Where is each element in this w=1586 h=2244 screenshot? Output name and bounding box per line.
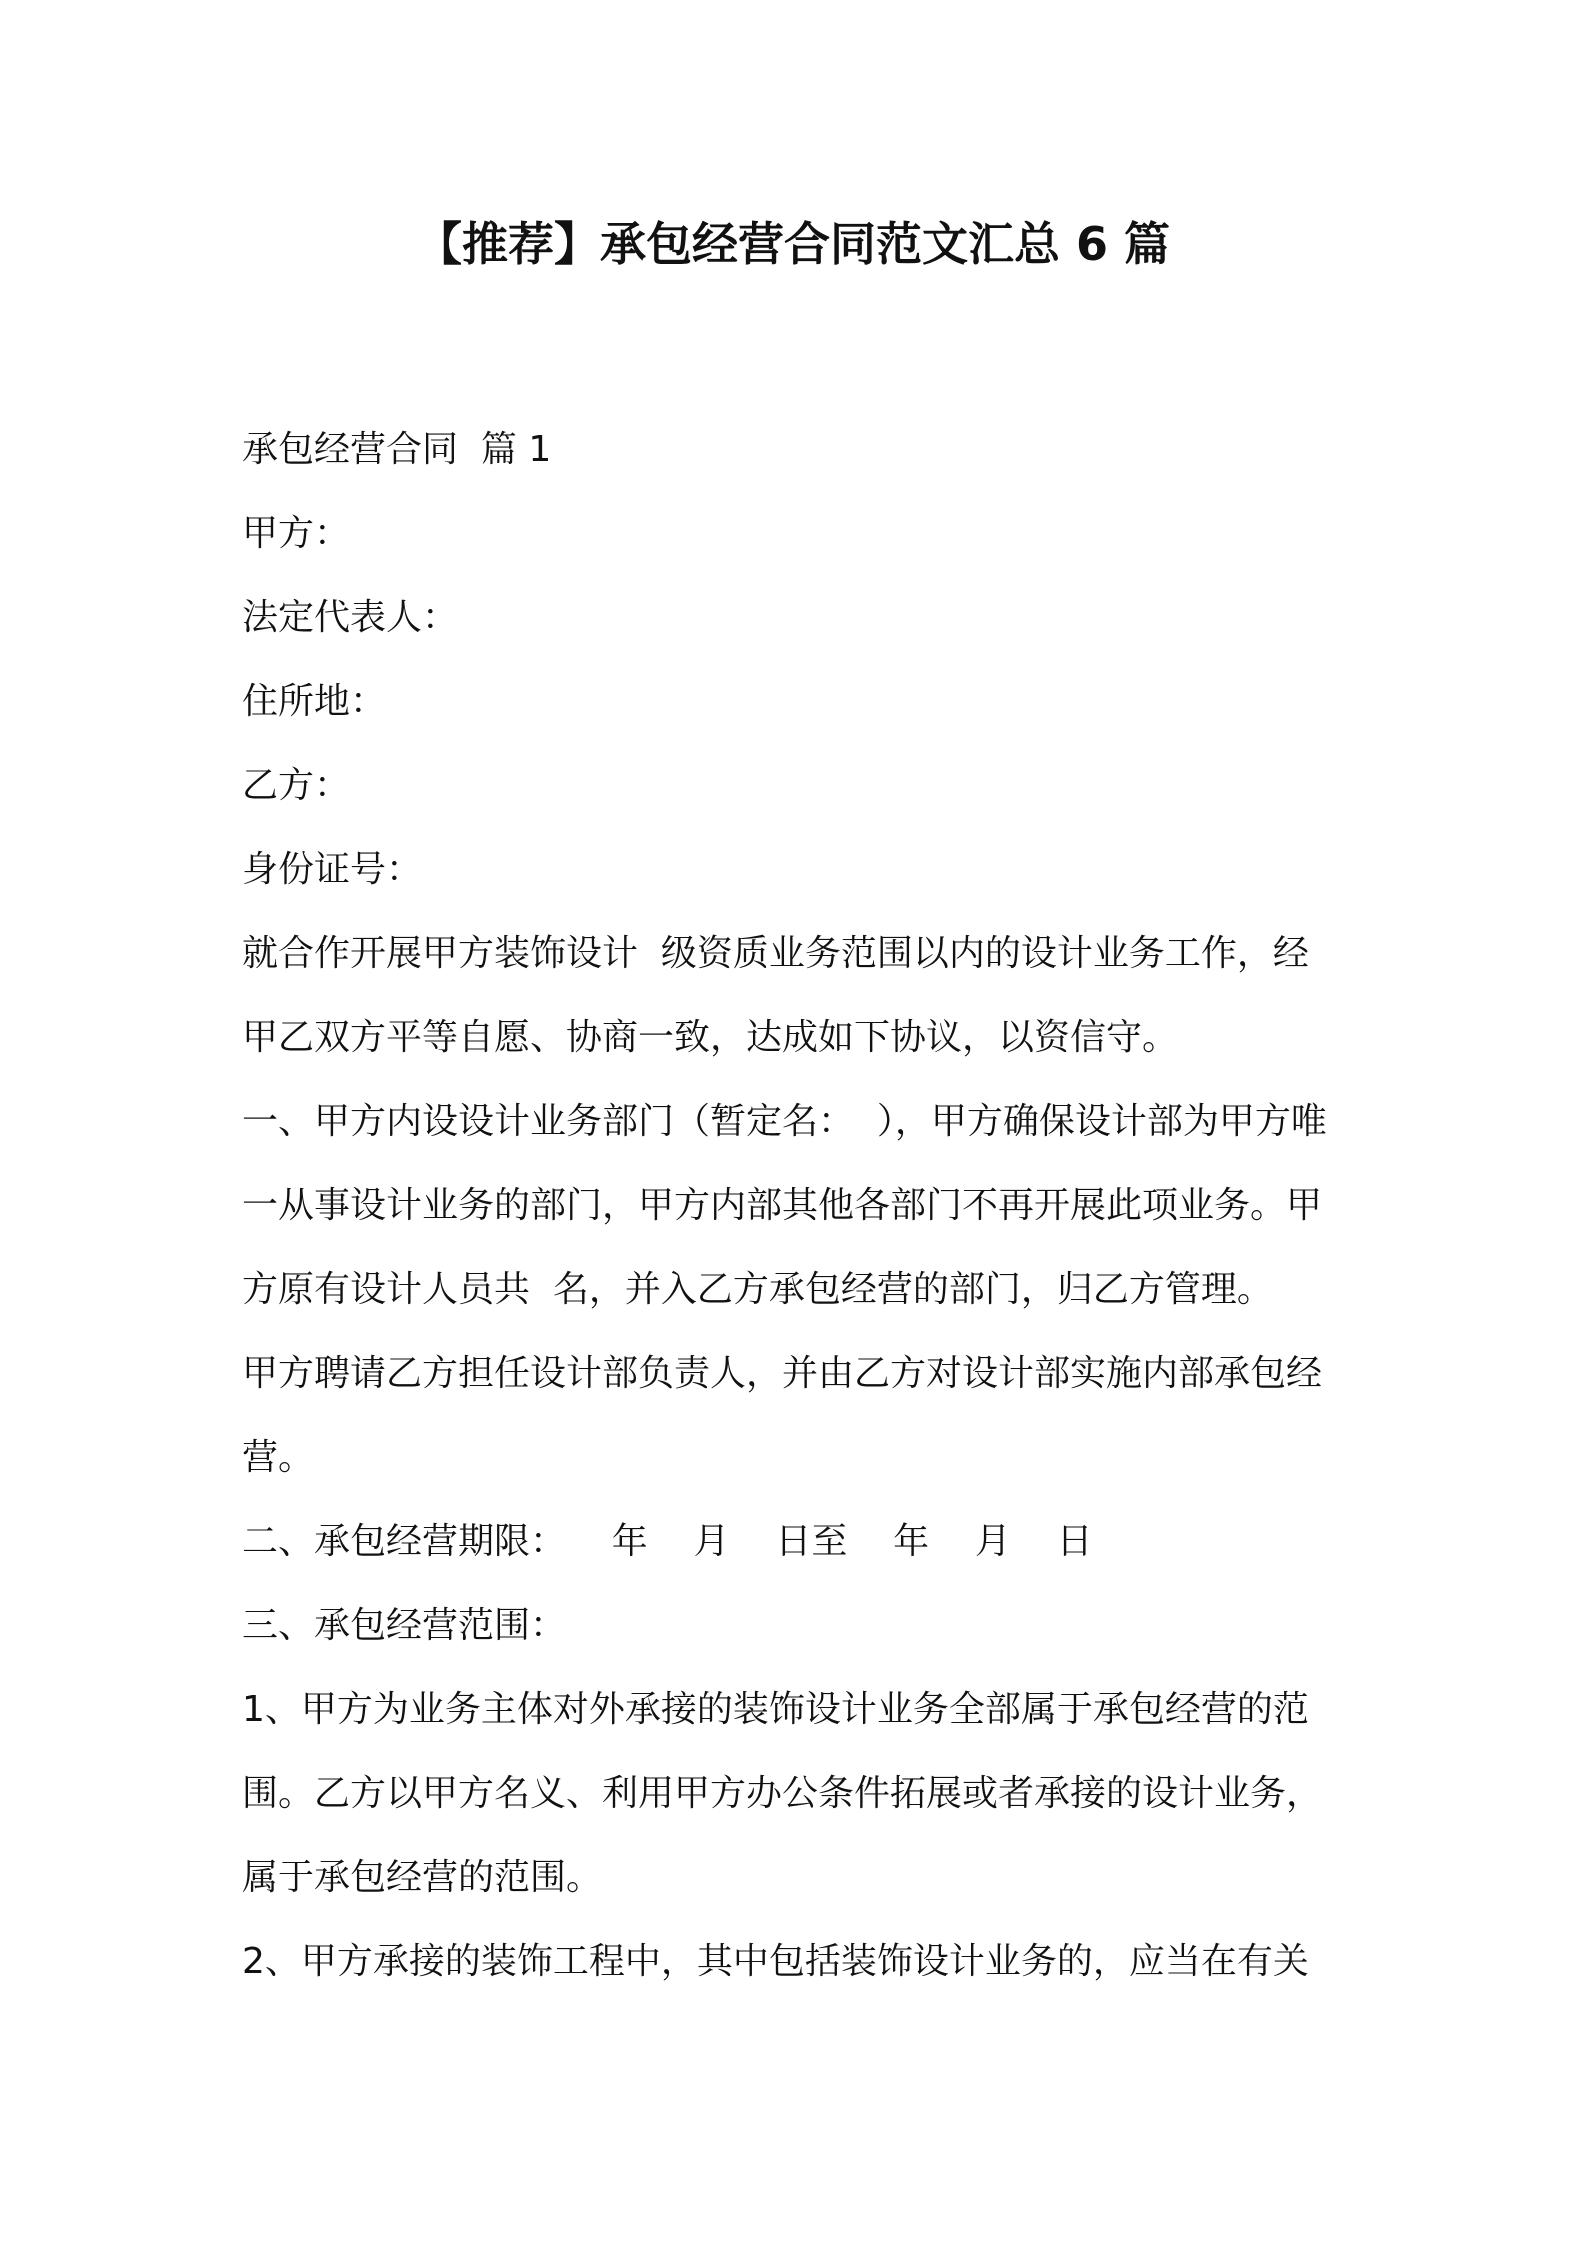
body-text-line: 1、甲方为业务主体对外承接的装饰设计业务全部属于承包经营的范 — [242, 1689, 1309, 1730]
contract-term-line: 二、承包经营期限： 年 月 日至 年 月 日 — [242, 1521, 1093, 1562]
party-b-label: 乙方： — [242, 765, 351, 806]
contract-scope-heading: 三、承包经营范围： — [242, 1605, 567, 1646]
body-text-line: 就合作开展甲方装饰设计 级资质业务范围以内的设计业务工作，经 — [242, 933, 1309, 974]
body-text-line: 属于承包经营的范围。 — [242, 1857, 603, 1898]
section-heading: 承包经营合同 篇 1 — [242, 429, 552, 470]
party-a-label: 甲方： — [242, 513, 351, 554]
body-text-line: 2、甲方承接的装饰工程中，其中包括装饰设计业务的，应当在有关 — [242, 1941, 1309, 1982]
body-text-line: 方原有设计人员共 名，并入乙方承包经营的部门，归乙方管理。 — [242, 1269, 1273, 1310]
body-text-line: 围。乙方以甲方名义、利用甲方办公条件拓展或者承接的设计业务， — [242, 1773, 1323, 1814]
body-text-line: 营。 — [242, 1437, 315, 1478]
body-text-line: 一从事设计业务的部门，甲方内部其他各部门不再开展此项业务。甲 — [242, 1185, 1323, 1226]
document-body — [242, 408, 1362, 2004]
body-text-line: 甲方聘请乙方担任设计部负责人，并由乙方对设计部实施内部承包经 — [242, 1353, 1323, 1394]
domicile-label: 住所地： — [242, 681, 387, 722]
body-text-line: 甲乙双方平等自愿、协商一致，达成如下协议，以资信守。 — [242, 1017, 1179, 1058]
document-title: 【推荐】承包经营合同范文汇总 6 篇 — [415, 217, 1171, 271]
body-text-line: 一、甲方内设设计业务部门（暂定名： ），甲方确保设计部为甲方唯 — [242, 1101, 1327, 1142]
id-number-label: 身份证号： — [242, 849, 423, 890]
legal-representative-label: 法定代表人： — [242, 597, 459, 638]
